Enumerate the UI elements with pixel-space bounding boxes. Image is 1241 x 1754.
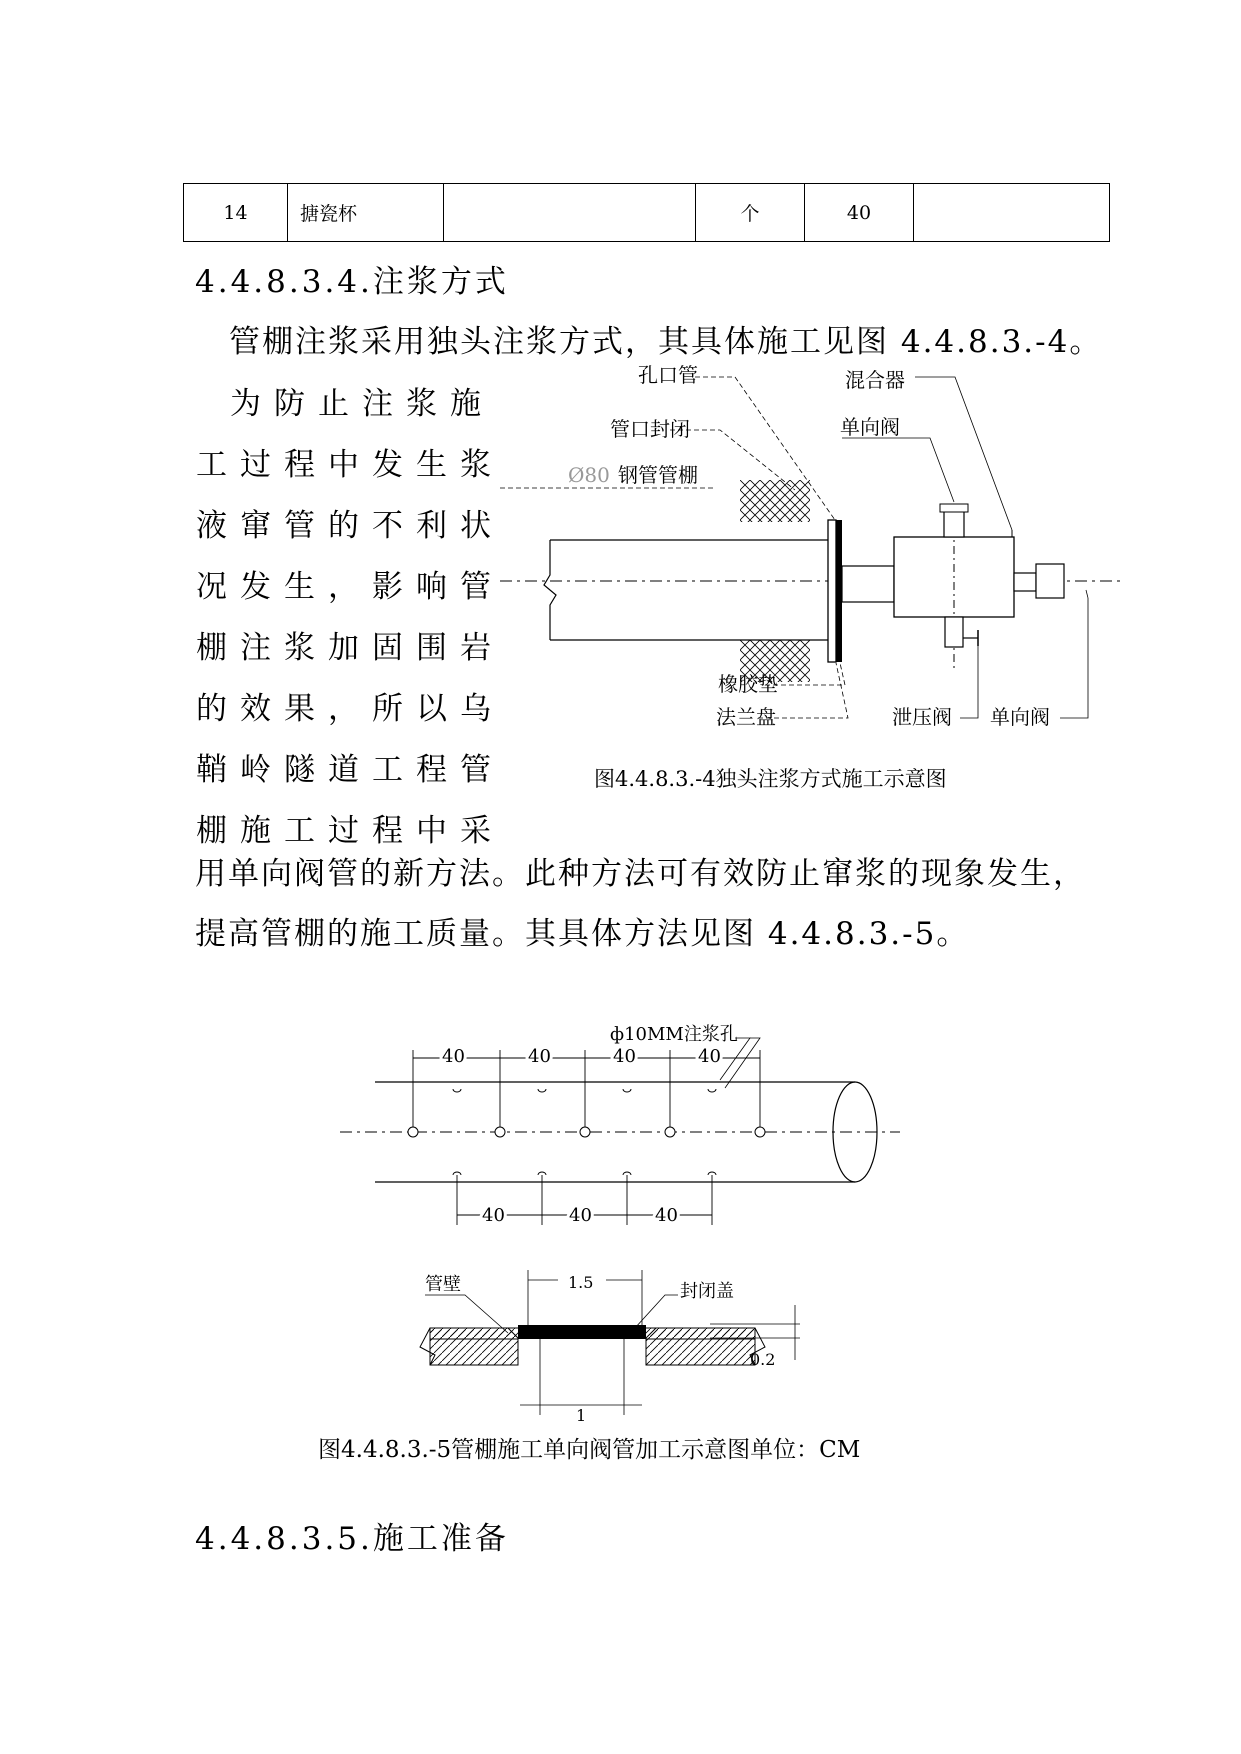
continuation-line: 提高管棚的施工质量。其具体方法见图 4.4.8.3.-5。 [195, 916, 970, 952]
figure-5-pipe-diagram [340, 1010, 920, 1240]
wrapped-line: 棚施工过程中采 [196, 813, 504, 849]
wrapped-line: 棚注浆加固围岩 [196, 630, 504, 666]
grout-hole [755, 1127, 765, 1137]
cell-no: 14 [184, 184, 288, 241]
dim-bottom: 40 [482, 1205, 505, 1226]
intro-paragraph: 管棚注浆采用独头注浆方式，其具体施工见图 4.4.8.3.-4。 [229, 324, 1103, 360]
flange-plate [828, 520, 836, 662]
label-hole-pipe: 孔口管 [638, 363, 698, 387]
orifice-pipe [842, 566, 894, 602]
rubber-gasket [836, 520, 842, 662]
dim-1: 1 [576, 1406, 587, 1425]
cell-name: 搪瓷杯 [288, 184, 444, 241]
section-heading-grouting: 4.4.8.3.4.注浆方式 [195, 264, 509, 300]
dim-top: 40 [528, 1046, 551, 1067]
figure-5-detail [410, 1265, 830, 1425]
cell-unit: 个 [696, 184, 805, 241]
grout-hole [495, 1127, 505, 1137]
seal-hatch-top [740, 480, 810, 522]
dim-1-5: 1.5 [568, 1273, 594, 1292]
cell-spec [444, 184, 696, 241]
figure-4-caption: 图4.4.8.3.-4独头注浆方式施工示意图 [594, 767, 947, 791]
dim-top: 40 [613, 1046, 636, 1067]
continuation-line: 用单向阀管的新方法。此种方法可有效防止窜浆的现象发生， [195, 856, 1086, 892]
label-seal-cap: 封闭盖 [680, 1281, 734, 1302]
figure-4-diagram [490, 363, 1130, 729]
wrapped-line: 的效果，所以乌 [196, 691, 504, 727]
label-pipe-wall: 管壁 [425, 1274, 461, 1295]
label-diameter: Ø80 [568, 463, 610, 487]
label-check-valve-bottom: 单向阀 [990, 705, 1050, 729]
figure-5-caption: 图4.4.8.3.-5管棚施工单向阀管加工示意图单位：CM [318, 1437, 861, 1463]
cell-qty: 40 [805, 184, 914, 241]
label-check-valve-top: 单向阀 [840, 415, 900, 439]
wrapped-line: 液窜管的不利状 [196, 508, 504, 544]
label-flange: 法兰盘 [716, 705, 776, 729]
label-rubber-gasket: 橡胶垫 [718, 672, 778, 696]
label-grout-hole: ф10MM注浆孔 [610, 1024, 738, 1045]
wrapped-line: 鞘岭隧道工程管 [196, 752, 504, 788]
label-mixer: 混合器 [845, 368, 905, 392]
relief-valve [945, 617, 963, 647]
dim-top: 40 [698, 1046, 721, 1067]
wrapped-line: 工过程中发生浆 [196, 447, 504, 483]
grout-hole [580, 1127, 590, 1137]
dim-bottom: 40 [569, 1205, 592, 1226]
wrapped-line: 况发生，影响管 [196, 569, 504, 605]
cell-remark [914, 184, 1109, 241]
dim-top: 40 [442, 1046, 465, 1067]
grout-hole [408, 1127, 418, 1137]
label-pipe-seal: 管口封闭 [610, 417, 690, 441]
seal-cap [518, 1325, 646, 1339]
right-check-valve [1036, 564, 1064, 598]
wrapped-paragraph [196, 374, 504, 862]
label-relief-valve: 泄压阀 [892, 705, 952, 729]
dim-bottom: 40 [655, 1205, 678, 1226]
section-heading-preparation: 4.4.8.3.5.施工准备 [195, 1521, 509, 1557]
label-steel-pipe: 钢管管棚 [618, 463, 698, 487]
outlet-pipe [1014, 573, 1036, 591]
dim-0-2: 0.2 [750, 1350, 776, 1369]
pipe-break [544, 540, 556, 640]
materials-table-row [183, 183, 1110, 242]
grout-hole [665, 1127, 675, 1137]
wrapped-line: 为防止注浆施 [230, 386, 494, 422]
